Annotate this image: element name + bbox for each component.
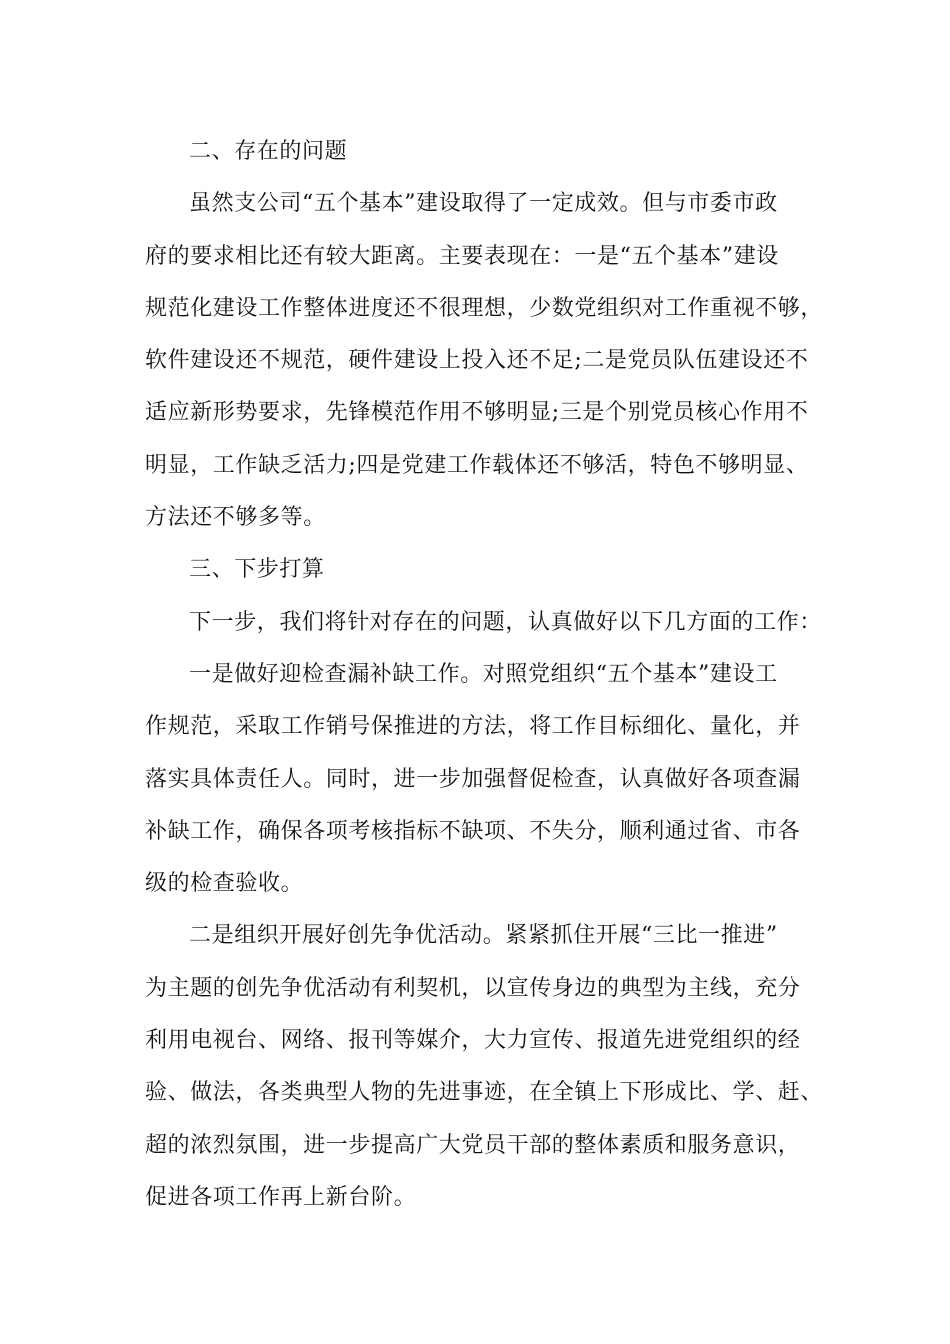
paragraph-line: 下一步，我们将针对存在的问题，认真做好以下几方面的工作： [189,609,822,635]
paragraph-line: 软件建设还不规范，硬件建设上投入还不足;二是党员队伍建设还不 [145,348,809,374]
paragraph-line: 落实具体责任人。同时，进一步加强督促检查，认真做好各项查漏 [145,766,801,792]
paragraph-line: 为主题的创先争优活动有利契机，以宣传身边的典型为主线，充分 [145,975,801,1001]
paragraph-line: 二是组织开展好创先争优活动。紧紧抓住开展“三比一推进” [189,923,778,949]
section-heading-next-steps: 三、下步打算 [189,557,325,583]
paragraph-line: 补缺工作，确保各项考核指标不缺项、不失分，顺利通过省、市各 [145,818,801,844]
paragraph-line: 作规范，采取工作销号保推进的方法，将工作目标细化、量化，并 [145,714,801,740]
paragraph-line: 促进各项工作再上新台阶。 [145,1184,417,1210]
paragraph-line: 规范化建设工作整体进度还不很理想，少数党组织对工作重视不够， [145,295,824,321]
paragraph-line: 级的检查验收。 [145,871,304,897]
paragraph-line: 虽然支公司“五个基本”建设取得了一定成效。但与市委市政 [189,191,778,217]
paragraph-line: 超的浓烈氛围，进一步提高广大党员干部的整体素质和服务意识， [145,1132,801,1158]
paragraph-line: 一是做好迎检查漏补缺工作。对照党组织“五个基本”建设工 [189,661,778,687]
paragraph-line: 利用电视台、网络、报刊等媒介，大力宣传、报道先进党组织的经 [145,1028,801,1054]
paragraph-line: 方法还不够多等。 [145,505,326,531]
paragraph-line: 验、做法，各类典型人物的先进事迹，在全镇上下形成比、学、赶、 [145,1080,824,1106]
section-heading-problems: 二、存在的问题 [189,139,348,164]
paragraph-line: 明显，工作缺乏活力;四是党建工作载体还不够活，特色不够明显、 [145,452,809,478]
paragraph-line: 府的要求相比还有较大距离。主要表现在：一是“五个基本”建设 [145,243,779,269]
document-body [145,126,824,1224]
paragraph-line: 适应新形势要求，先锋模范作用不够明显;三是个别党员核心作用不 [145,400,809,426]
